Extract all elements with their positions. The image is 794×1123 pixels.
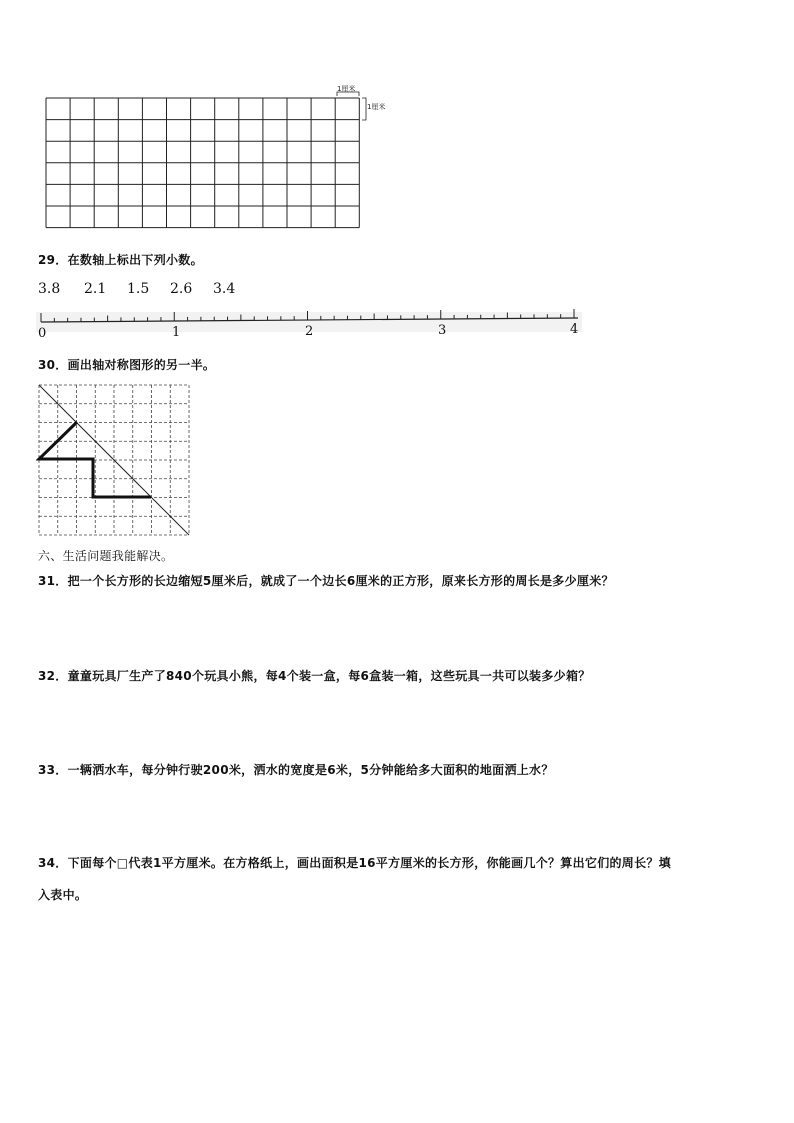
decimal-item: 3.4 [213, 281, 236, 297]
decimal-item: 3.8 [38, 281, 61, 297]
unit-label-vertical: 1厘米 [367, 103, 386, 111]
question-32: 32．童童玩具厂生产了840个玩具小熊，每4个装一盒，每6盒装一箱，这些玩具一共可以装多少箱？ [38, 669, 591, 683]
number-line-label: 1 [172, 325, 181, 340]
decimal-item: 2.1 [84, 281, 107, 297]
symmetry-grid [36, 383, 194, 537]
question-31: 31．把一个长方形的长边缩短5厘米后，就成了一个边长6厘米的正方形，原来长方形的周长是多少厘米？ [38, 574, 614, 588]
decimal-item: 2.6 [170, 281, 193, 297]
square-grid [40, 84, 400, 234]
decimal-item: 1.5 [127, 281, 150, 297]
question-33: 33．一辆洒水车，每分钟行驶200米，洒水的宽度是6米，5分钟能给多大面积的地面洒上水？ [38, 763, 554, 777]
question-34-line2: 入表中。 [38, 888, 88, 902]
question-30: 30．画出轴对称图形的另一半。 [38, 358, 216, 372]
question-29: 29．在数轴上标出下列小数。 [38, 253, 203, 267]
number-line-label: 0 [38, 326, 47, 341]
number-line-label: 2 [305, 324, 314, 339]
unit-label-horizontal: 1厘米 [337, 85, 356, 93]
number-line-label: 4 [570, 322, 579, 337]
question-34-line1: 34．下面每个□代表1平方厘米。在方格纸上，画出面积是16平方厘米的长方形，你能画几个？算出它们的周长？填 [38, 856, 671, 870]
number-line-label: 3 [438, 323, 447, 338]
section-heading: 六、生活问题我能解决。 [38, 549, 174, 563]
unit-bracket-vertical [362, 98, 366, 120]
